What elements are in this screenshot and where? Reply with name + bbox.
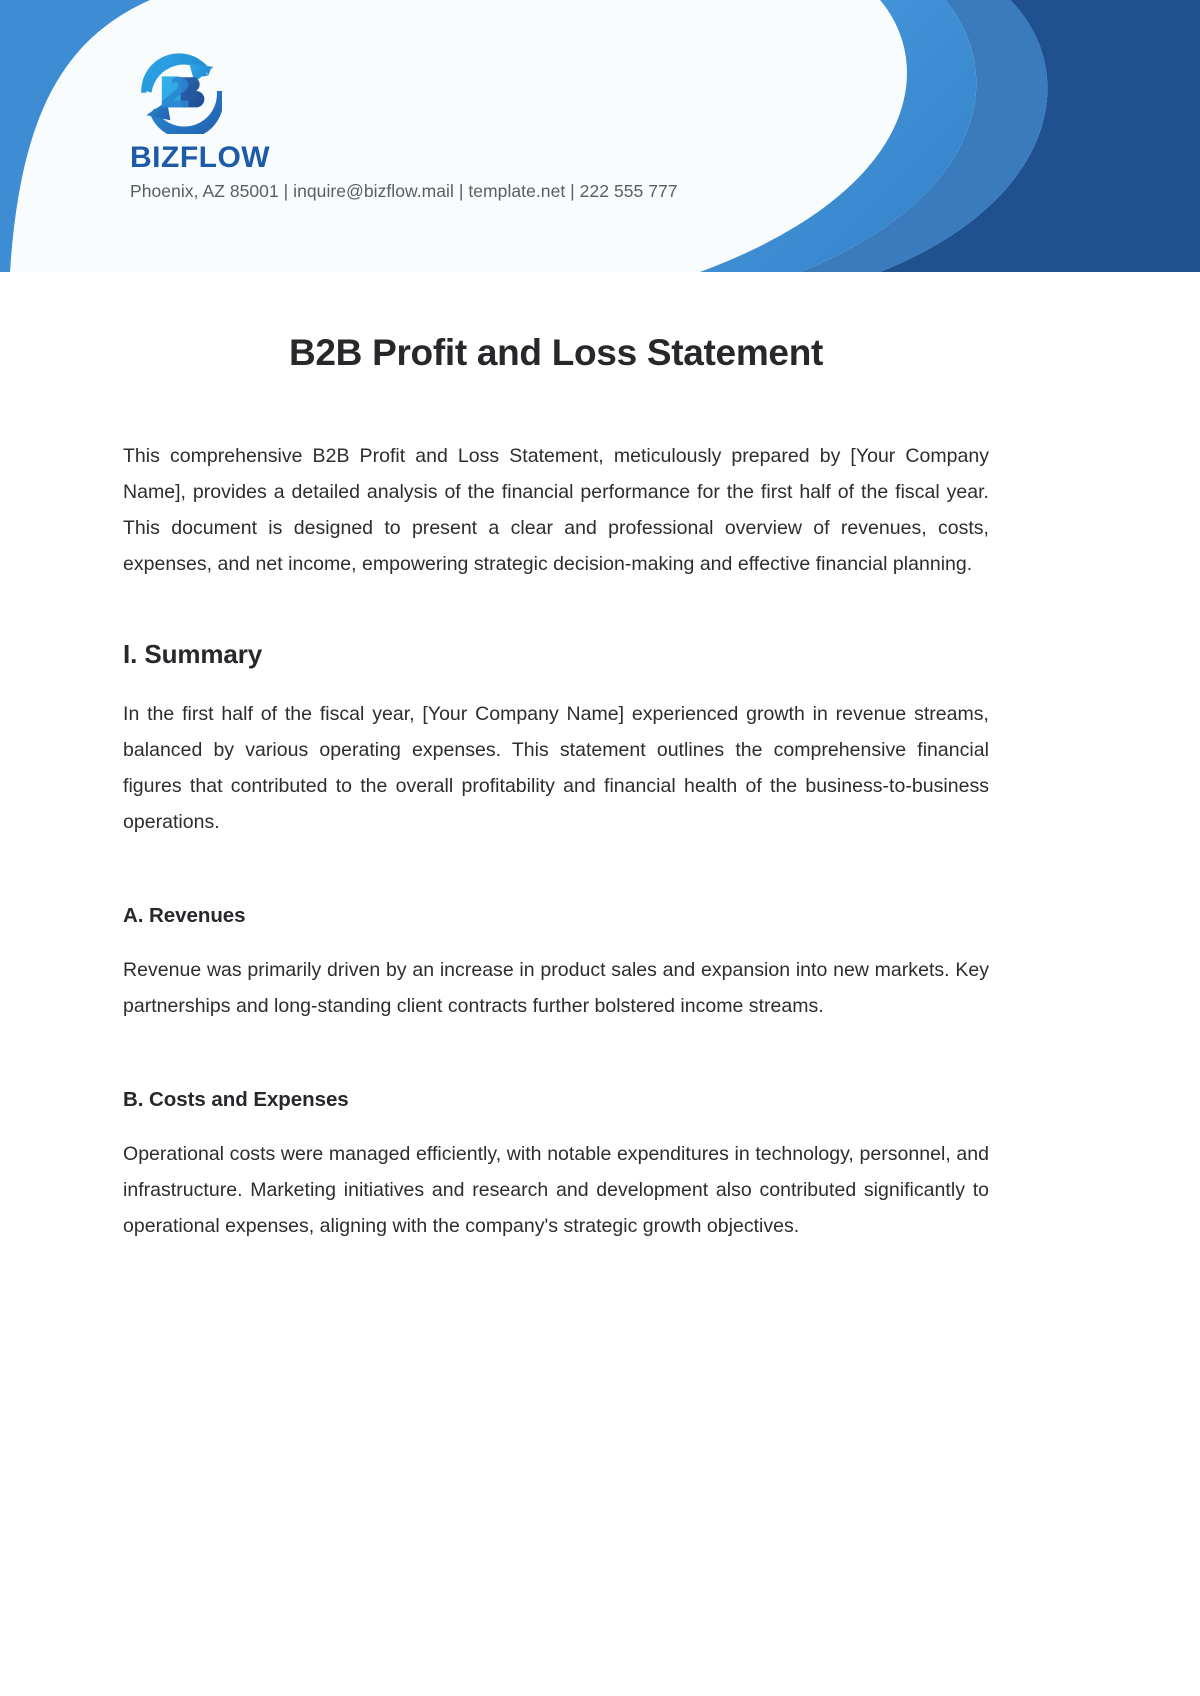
document-header [0,0,1200,272]
intro-paragraph: This comprehensive B2B Profit and Loss Statement, meticulously prepared by [Your Company Name], provides a detailed analysis of the financial performance for the first half of the fiscal year. This document is designed to present a clear and professional overview of revenues, costs, expenses, and net income, empowering strategic decision-making and effective financial planning. [123,445,989,576]
subsection-heading-revenues: A. Revenues [123,903,246,927]
brand-contact-line: Phoenix, AZ 85001 | inquire@bizflow.mail | template.net | 222 555 777 [130,180,678,201]
subsection-body-costs-and-expenses: Operational costs were managed efficiently, with notable expenditures in technology, personnel, and infrastructure. Marketing initiatives and research and development also contributed significantly to operational expenses, aligning with the company's strategic growth objectives. [123,1142,989,1237]
section-heading-summary: I. Summary [123,638,263,669]
brand-name: BIZFLOW [130,141,271,174]
subsection-body-revenues: Revenue was primarily driven by an increase in product sales and expansion into new markets. Key partnerships and long-standing client contracts further bolstered income streams. [123,958,989,1017]
document-title: B2B Profit and Loss Statement [288,332,824,373]
brand-logo-block [130,48,770,202]
subsection-heading-costs-and-expenses: B. Costs and Expenses [123,1087,349,1111]
section-body-summary: In the first half of the fiscal year, [Your Company Name] experienced growth in revenue streams, balanced by various operating expenses. This statement outlines the comprehensive financial figures that contributed to the overall profitability and financial health of the business-to-business operations. [123,702,989,833]
b2b-circular-arrows-logo-icon [136,48,222,134]
document-body [123,330,989,1244]
